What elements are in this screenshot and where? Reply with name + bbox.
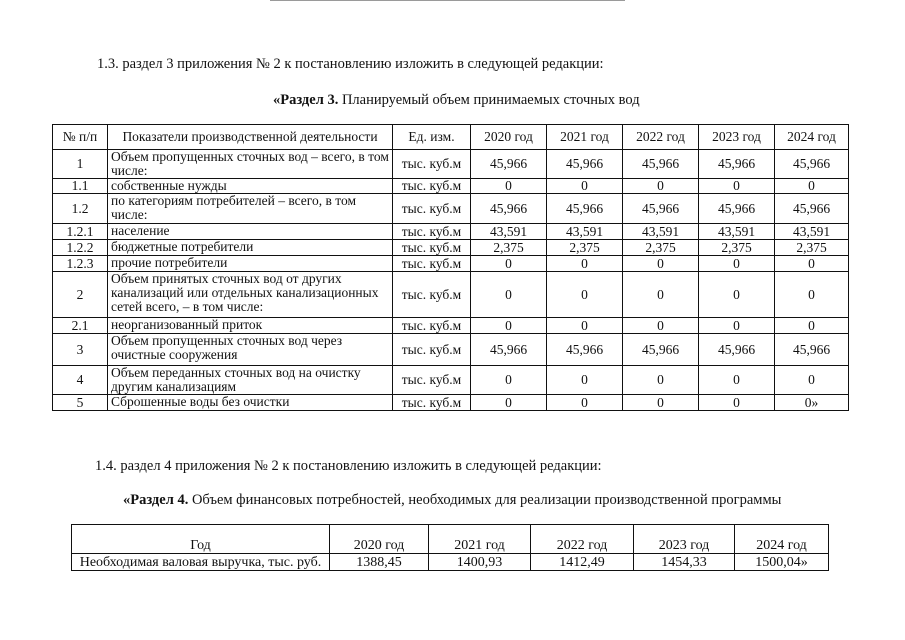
indicator-name: Объем переданных сточных вод на очистку другим канализациям bbox=[108, 366, 393, 395]
table-row bbox=[53, 194, 849, 224]
unit-cell: тыс. куб.м bbox=[393, 150, 471, 179]
value-cell: 43,591 bbox=[547, 224, 623, 240]
table-row bbox=[53, 179, 849, 194]
row-number: 1.2.2 bbox=[53, 240, 108, 256]
column-header: 2020 год bbox=[471, 125, 547, 150]
value-cell: 0 bbox=[623, 272, 699, 318]
value-cell: 0 bbox=[623, 256, 699, 272]
value-cell: 45,966 bbox=[775, 150, 849, 179]
table-row bbox=[53, 334, 849, 366]
value-cell: 0 bbox=[547, 395, 623, 411]
value-cell: 43,591 bbox=[699, 224, 775, 240]
value-cell: 2,375 bbox=[471, 240, 547, 256]
value-cell: 0 bbox=[623, 366, 699, 395]
unit-cell: тыс. куб.м bbox=[393, 334, 471, 366]
header-row bbox=[72, 525, 829, 554]
value-cell: 0 bbox=[471, 318, 547, 334]
column-header: 2022 год bbox=[531, 525, 634, 554]
value-cell: 0 bbox=[699, 366, 775, 395]
value-cell: 0 bbox=[547, 366, 623, 395]
indicator-name: прочие потребители bbox=[108, 256, 393, 272]
value-cell: 0 bbox=[775, 256, 849, 272]
value-cell: 0 bbox=[699, 256, 775, 272]
value-cell: 43,591 bbox=[623, 224, 699, 240]
unit-cell: тыс. куб.м bbox=[393, 256, 471, 272]
section-3-title-text: Планируемый объем принимаемых сточных вод bbox=[338, 92, 640, 108]
value-cell: 0 bbox=[471, 256, 547, 272]
value-cell: 45,966 bbox=[471, 334, 547, 366]
paragraph-1-3: 1.3. раздел 3 приложения № 2 к постановлению изложить в следующей редакции: bbox=[97, 56, 604, 72]
row-number: 2 bbox=[53, 272, 108, 318]
column-header: 2022 год bbox=[623, 125, 699, 150]
value-cell: 45,966 bbox=[699, 150, 775, 179]
value-cell: 0» bbox=[775, 395, 849, 411]
value-cell: 0 bbox=[623, 318, 699, 334]
value-cell: 0 bbox=[547, 272, 623, 318]
value-cell: 43,591 bbox=[775, 224, 849, 240]
table-row bbox=[53, 318, 849, 334]
row-number: 4 bbox=[53, 366, 108, 395]
indicator-name: по категориям потребителей – всего, в том числе: bbox=[108, 194, 393, 224]
row-number: 2.1 bbox=[53, 318, 108, 334]
indicator-name: бюджетные потребители bbox=[108, 240, 393, 256]
value-cell: 0 bbox=[699, 179, 775, 194]
value-cell: 0 bbox=[471, 395, 547, 411]
value-cell: 0 bbox=[623, 395, 699, 411]
value-cell: 45,966 bbox=[623, 334, 699, 366]
row-number: 1.1 bbox=[53, 179, 108, 194]
section-4-title-text: Объем финансовых потребностей, необходимых для реализации производственной программы bbox=[188, 492, 782, 508]
table-row bbox=[53, 256, 849, 272]
value-cell: 45,966 bbox=[547, 194, 623, 224]
table-row bbox=[53, 395, 849, 411]
indicator-name: Необходимая валовая выручка, тыс. руб. bbox=[72, 554, 330, 571]
value-cell: 0 bbox=[775, 366, 849, 395]
unit-cell: тыс. куб.м bbox=[393, 395, 471, 411]
unit-cell: тыс. куб.м bbox=[393, 179, 471, 194]
value-cell: 43,591 bbox=[471, 224, 547, 240]
indicator-name: Объем пропущенных сточных вод – всего, в том числе: bbox=[108, 150, 393, 179]
value-cell: 2,375 bbox=[623, 240, 699, 256]
unit-cell: тыс. куб.м bbox=[393, 272, 471, 318]
section-3-table bbox=[52, 124, 849, 411]
value-cell: 45,966 bbox=[699, 334, 775, 366]
section-4-table bbox=[71, 524, 829, 571]
column-header: 2021 год bbox=[547, 125, 623, 150]
column-header: 2024 год bbox=[775, 125, 849, 150]
value-cell: 0 bbox=[547, 256, 623, 272]
row-number: 1.2 bbox=[53, 194, 108, 224]
value-cell: 0 bbox=[623, 179, 699, 194]
column-header: Ед. изм. bbox=[393, 125, 471, 150]
indicator-name: неорганизованный приток bbox=[108, 318, 393, 334]
unit-cell: тыс. куб.м bbox=[393, 224, 471, 240]
top-rule bbox=[270, 0, 625, 1]
value-cell: 1412,49 bbox=[531, 554, 634, 571]
table-row bbox=[53, 366, 849, 395]
value-cell: 45,966 bbox=[623, 194, 699, 224]
unit-cell: тыс. куб.м bbox=[393, 194, 471, 224]
row-number: 3 bbox=[53, 334, 108, 366]
row-number: 1 bbox=[53, 150, 108, 179]
unit-cell: тыс. куб.м bbox=[393, 240, 471, 256]
row-number: 1.2.3 bbox=[53, 256, 108, 272]
value-cell: 45,966 bbox=[623, 150, 699, 179]
value-cell: 0 bbox=[471, 272, 547, 318]
table-row bbox=[53, 150, 849, 179]
unit-cell: тыс. куб.м bbox=[393, 366, 471, 395]
indicator-name: Объем пропущенных сточных вод через очистные сооружения bbox=[108, 334, 393, 366]
value-cell: 0 bbox=[547, 179, 623, 194]
column-header: 2024 год bbox=[735, 525, 829, 554]
unit-cell: тыс. куб.м bbox=[393, 318, 471, 334]
value-cell: 0 bbox=[775, 318, 849, 334]
value-cell: 0 bbox=[775, 179, 849, 194]
value-cell: 0 bbox=[471, 179, 547, 194]
value-cell: 1388,45 bbox=[330, 554, 429, 571]
table-row bbox=[53, 240, 849, 256]
value-cell: 45,966 bbox=[547, 334, 623, 366]
header-row bbox=[53, 125, 849, 150]
value-cell: 45,966 bbox=[775, 194, 849, 224]
value-cell: 0 bbox=[775, 272, 849, 318]
section-4-title bbox=[123, 493, 781, 508]
indicator-name: Объем принятых сточных вод от других канализаций или отдельных канализационных сетей всего, – в том числе: bbox=[108, 272, 393, 318]
value-cell: 0 bbox=[699, 272, 775, 318]
column-header: 2023 год bbox=[699, 125, 775, 150]
value-cell: 2,375 bbox=[699, 240, 775, 256]
value-cell: 45,966 bbox=[471, 194, 547, 224]
column-header: № п/п bbox=[53, 125, 108, 150]
value-cell: 2,375 bbox=[547, 240, 623, 256]
value-cell: 45,966 bbox=[699, 194, 775, 224]
value-cell: 45,966 bbox=[547, 150, 623, 179]
value-cell: 0 bbox=[699, 318, 775, 334]
table-row bbox=[53, 224, 849, 240]
column-header: Показатели производственной деятельности bbox=[108, 125, 393, 150]
column-header: 2021 год bbox=[429, 525, 531, 554]
indicator-name: Сброшенные воды без очистки bbox=[108, 395, 393, 411]
column-header: 2023 год bbox=[634, 525, 735, 554]
value-cell: 1400,93 bbox=[429, 554, 531, 571]
table-row bbox=[72, 554, 829, 571]
paragraph-1-4: 1.4. раздел 4 приложения № 2 к постановлению изложить в следующей редакции: bbox=[95, 458, 602, 474]
row-number: 5 bbox=[53, 395, 108, 411]
column-header: 2020 год bbox=[330, 525, 429, 554]
section-4-title-bold: «Раздел 4. bbox=[123, 492, 189, 508]
section-3-title-bold: «Раздел 3. bbox=[273, 92, 339, 108]
value-cell: 45,966 bbox=[471, 150, 547, 179]
value-cell: 0 bbox=[699, 395, 775, 411]
table-row bbox=[53, 272, 849, 318]
value-cell: 0 bbox=[547, 318, 623, 334]
section-3-title bbox=[273, 93, 640, 108]
row-number: 1.2.1 bbox=[53, 224, 108, 240]
value-cell: 2,375 bbox=[775, 240, 849, 256]
value-cell: 45,966 bbox=[775, 334, 849, 366]
value-cell: 0 bbox=[471, 366, 547, 395]
indicator-name: население bbox=[108, 224, 393, 240]
column-header: Год bbox=[72, 525, 330, 554]
value-cell: 1454,33 bbox=[634, 554, 735, 571]
indicator-name: собственные нужды bbox=[108, 179, 393, 194]
value-cell: 1500,04» bbox=[735, 554, 829, 571]
